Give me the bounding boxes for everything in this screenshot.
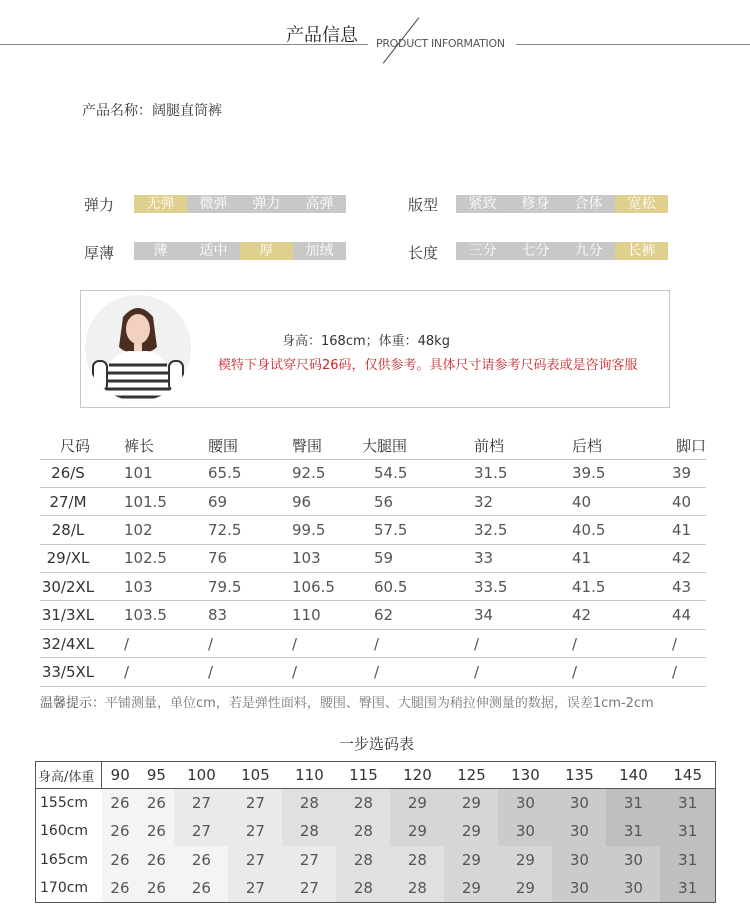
model-avatar <box>85 295 191 401</box>
recommended-size-cell: 28 <box>282 817 336 846</box>
size-value-cell: / <box>638 629 706 657</box>
tip-text: 平铺测量，单位cm，若是弹性面料，腰围、臀围、大腿围为稍拉伸测量的数据，误差1cm-2cm <box>105 696 654 711</box>
weight-header: 140 <box>606 762 660 789</box>
size-value-cell: 40 <box>550 487 638 515</box>
size-label-cell: 26/S <box>40 459 102 487</box>
height-row <box>36 817 716 846</box>
weight-header: 125 <box>444 762 498 789</box>
height-label: 165cm <box>36 846 102 875</box>
size-table-header <box>40 432 706 459</box>
recommended-size-cell: 29 <box>498 874 552 903</box>
size-value-cell: / <box>102 658 186 686</box>
thickness-label: 厚薄 <box>84 244 115 262</box>
size-value-cell: 42 <box>638 544 706 572</box>
size-value-cell: / <box>354 629 452 657</box>
recommended-size-cell: 29 <box>444 846 498 875</box>
size-value-cell: 34 <box>452 601 550 629</box>
size-col-header: 腰围 <box>186 432 270 459</box>
recommended-size-cell: 27 <box>174 789 228 818</box>
recommended-size-cell: 31 <box>660 846 715 875</box>
size-value-cell: 96 <box>270 487 354 515</box>
elasticity-option: 无弹 <box>134 195 187 213</box>
size-value-cell: 103 <box>102 573 186 601</box>
recommended-size-cell: 31 <box>660 817 715 846</box>
recommended-size-cell: 28 <box>336 874 390 903</box>
recommended-size-cell: 29 <box>390 817 444 846</box>
product-name: 产品名称：阔腿直筒裤 <box>82 103 222 119</box>
size-value-cell: / <box>550 629 638 657</box>
weight-header: 95 <box>138 762 174 789</box>
size-value-cell: / <box>452 629 550 657</box>
size-row <box>40 459 706 487</box>
size-value-cell: / <box>452 658 550 686</box>
size-value-cell: 101.5 <box>102 487 186 515</box>
weight-header: 135 <box>552 762 606 789</box>
recommended-size-cell: 30 <box>606 874 660 903</box>
recommended-size-cell: 27 <box>174 817 228 846</box>
recommended-size-cell: 26 <box>138 846 174 875</box>
recommended-size-cell: 28 <box>336 817 390 846</box>
recommended-size-cell: 27 <box>228 846 282 875</box>
size-col-header: 脚口 <box>638 432 706 459</box>
size-value-cell: 106.5 <box>270 573 354 601</box>
recommended-size-cell: 30 <box>498 789 552 818</box>
recommended-size-cell: 29 <box>390 789 444 818</box>
recommended-size-cell: 26 <box>174 846 228 875</box>
section-title: 产品信息 <box>286 25 358 46</box>
size-value-cell: 39.5 <box>550 459 638 487</box>
size-col-header: 前档 <box>452 432 550 459</box>
size-value-cell: / <box>354 658 452 686</box>
fit-option: 宽松 <box>615 195 668 213</box>
elasticity-option: 弹力 <box>240 195 293 213</box>
weight-header: 100 <box>174 762 228 789</box>
size-value-cell: 32 <box>452 487 550 515</box>
recommended-size-cell: 26 <box>102 817 139 846</box>
height-row <box>36 846 716 875</box>
size-value-cell: 41 <box>550 544 638 572</box>
size-value-cell: / <box>186 658 270 686</box>
fit-option: 修身 <box>509 195 562 213</box>
size-value-cell: 76 <box>186 544 270 572</box>
thickness-option: 厚 <box>240 242 293 260</box>
recommended-size-cell: 26 <box>102 789 139 818</box>
recommended-size-cell: 27 <box>228 789 282 818</box>
recommended-size-cell: 30 <box>606 846 660 875</box>
tip-label: 温馨提示： <box>40 696 106 711</box>
recommended-size-cell: 28 <box>336 789 390 818</box>
recommended-size-cell: 31 <box>606 817 660 846</box>
weight-header: 130 <box>498 762 552 789</box>
elasticity-option: 微弹 <box>187 195 240 213</box>
recommended-size-cell: 30 <box>552 817 606 846</box>
size-col-header: 尺码 <box>40 432 102 459</box>
size-value-cell: 72.5 <box>186 516 270 544</box>
size-value-cell: / <box>270 658 354 686</box>
size-row <box>40 487 706 515</box>
model-height-weight: 身高：168cm；体重：48kg <box>282 334 450 349</box>
height-label: 160cm <box>36 817 102 846</box>
size-value-cell: / <box>270 629 354 657</box>
size-row <box>40 658 706 686</box>
elasticity-option: 高弹 <box>293 195 346 213</box>
fit-option: 紧致 <box>456 195 509 213</box>
size-chart-title: 一步选码表 <box>339 735 415 753</box>
size-value-cell: 31.5 <box>452 459 550 487</box>
size-table <box>40 432 706 687</box>
recommended-size-cell: 29 <box>498 846 552 875</box>
model-size-note: 模特下身试穿尺码26码，仅供参考。具体尺寸请参考尺码表或是咨询客服 <box>218 358 638 373</box>
recommended-size-cell: 29 <box>444 874 498 903</box>
size-label-cell: 33/5XL <box>40 658 102 686</box>
weight-header: 115 <box>336 762 390 789</box>
size-value-cell: / <box>550 658 638 686</box>
size-label-cell: 29/XL <box>40 544 102 572</box>
recommended-size-cell: 30 <box>552 846 606 875</box>
height-label: 155cm <box>36 789 102 818</box>
recommended-size-cell: 31 <box>606 789 660 818</box>
size-label-cell: 31/3XL <box>40 601 102 629</box>
size-value-cell: 41 <box>638 516 706 544</box>
size-value-cell: 42 <box>550 601 638 629</box>
size-value-cell: 83 <box>186 601 270 629</box>
recommended-size-cell: 27 <box>282 874 336 903</box>
size-value-cell: 101 <box>102 459 186 487</box>
size-row <box>40 544 706 572</box>
length-label: 长度 <box>408 244 439 262</box>
recommended-size-cell: 30 <box>498 817 552 846</box>
recommended-size-cell: 26 <box>174 874 228 903</box>
recommended-size-cell: 30 <box>552 789 606 818</box>
recommended-size-cell: 31 <box>660 874 715 903</box>
thickness-option: 加绒 <box>293 242 346 260</box>
size-value-cell: 57.5 <box>354 516 452 544</box>
thickness-option: 薄 <box>134 242 187 260</box>
size-value-cell: 102.5 <box>102 544 186 572</box>
fit-option: 合体 <box>562 195 615 213</box>
size-col-header: 后档 <box>550 432 638 459</box>
size-col-header: 大腿围 <box>354 432 452 459</box>
size-value-cell: 32.5 <box>452 516 550 544</box>
size-value-cell: 79.5 <box>186 573 270 601</box>
size-value-cell: 44 <box>638 601 706 629</box>
size-label-cell: 32/4XL <box>40 629 102 657</box>
size-value-cell: 65.5 <box>186 459 270 487</box>
size-selection-table <box>35 761 716 903</box>
height-label: 170cm <box>36 874 102 903</box>
size-value-cell: 59 <box>354 544 452 572</box>
weight-header: 120 <box>390 762 444 789</box>
size-row <box>40 601 706 629</box>
size-value-cell: 102 <box>102 516 186 544</box>
recommended-size-cell: 29 <box>444 789 498 818</box>
recommended-size-cell: 28 <box>282 789 336 818</box>
size-row <box>40 573 706 601</box>
recommended-size-cell: 26 <box>102 874 139 903</box>
size-value-cell: 33 <box>452 544 550 572</box>
size-label-cell: 28/L <box>40 516 102 544</box>
height-row <box>36 874 716 903</box>
size-value-cell: 92.5 <box>270 459 354 487</box>
measurement-tip <box>40 692 654 711</box>
recommended-size-cell: 29 <box>444 817 498 846</box>
weight-header: 105 <box>228 762 282 789</box>
recommended-size-cell: 28 <box>390 846 444 875</box>
size-value-cell: 103.5 <box>102 601 186 629</box>
size-value-cell: 99.5 <box>270 516 354 544</box>
size-value-cell: 33.5 <box>452 573 550 601</box>
recommended-size-cell: 26 <box>138 874 174 903</box>
size-col-header: 裤长 <box>102 432 186 459</box>
model-photo-icon <box>85 295 191 401</box>
height-row <box>36 789 716 818</box>
section-subtitle: PRODUCT INFORMATION <box>376 37 505 50</box>
recommended-size-cell: 28 <box>336 846 390 875</box>
size-value-cell: / <box>186 629 270 657</box>
size-value-cell: / <box>102 629 186 657</box>
recommended-size-cell: 27 <box>228 817 282 846</box>
size-label-cell: 27/M <box>40 487 102 515</box>
length-option: 三分 <box>456 242 509 260</box>
elasticity-label: 弹力 <box>84 196 115 214</box>
recommended-size-cell: 26 <box>102 846 139 875</box>
size-value-cell: 62 <box>354 601 452 629</box>
recommended-size-cell: 27 <box>282 846 336 875</box>
size-row <box>40 629 706 657</box>
recommended-size-cell: 26 <box>138 789 174 818</box>
size-value-cell: / <box>638 658 706 686</box>
size-value-cell: 56 <box>354 487 452 515</box>
size-value-cell: 69 <box>186 487 270 515</box>
size-value-cell: 41.5 <box>550 573 638 601</box>
corner-label: 身高/体重 <box>36 762 102 789</box>
weight-header: 90 <box>102 762 139 789</box>
size-value-cell: 110 <box>270 601 354 629</box>
recommended-size-cell: 31 <box>660 789 715 818</box>
length-option: 九分 <box>562 242 615 260</box>
recommended-size-cell: 26 <box>138 817 174 846</box>
weight-header: 145 <box>660 762 715 789</box>
size-value-cell: 54.5 <box>354 459 452 487</box>
size-row <box>40 516 706 544</box>
length-option: 七分 <box>509 242 562 260</box>
size-value-cell: 43 <box>638 573 706 601</box>
thickness-option: 适中 <box>187 242 240 260</box>
fit-label: 版型 <box>408 196 439 214</box>
size-value-cell: 39 <box>638 459 706 487</box>
size-value-cell: 40.5 <box>550 516 638 544</box>
weight-header: 110 <box>282 762 336 789</box>
recommended-size-cell: 28 <box>390 874 444 903</box>
recommended-size-cell: 27 <box>228 874 282 903</box>
step-table-header <box>36 762 716 789</box>
size-col-header: 臀围 <box>270 432 354 459</box>
size-value-cell: 103 <box>270 544 354 572</box>
size-label-cell: 30/2XL <box>40 573 102 601</box>
recommended-size-cell: 30 <box>552 874 606 903</box>
size-value-cell: 60.5 <box>354 573 452 601</box>
size-value-cell: 40 <box>638 487 706 515</box>
header-line-right <box>516 44 750 45</box>
length-option: 长裤 <box>615 242 668 260</box>
